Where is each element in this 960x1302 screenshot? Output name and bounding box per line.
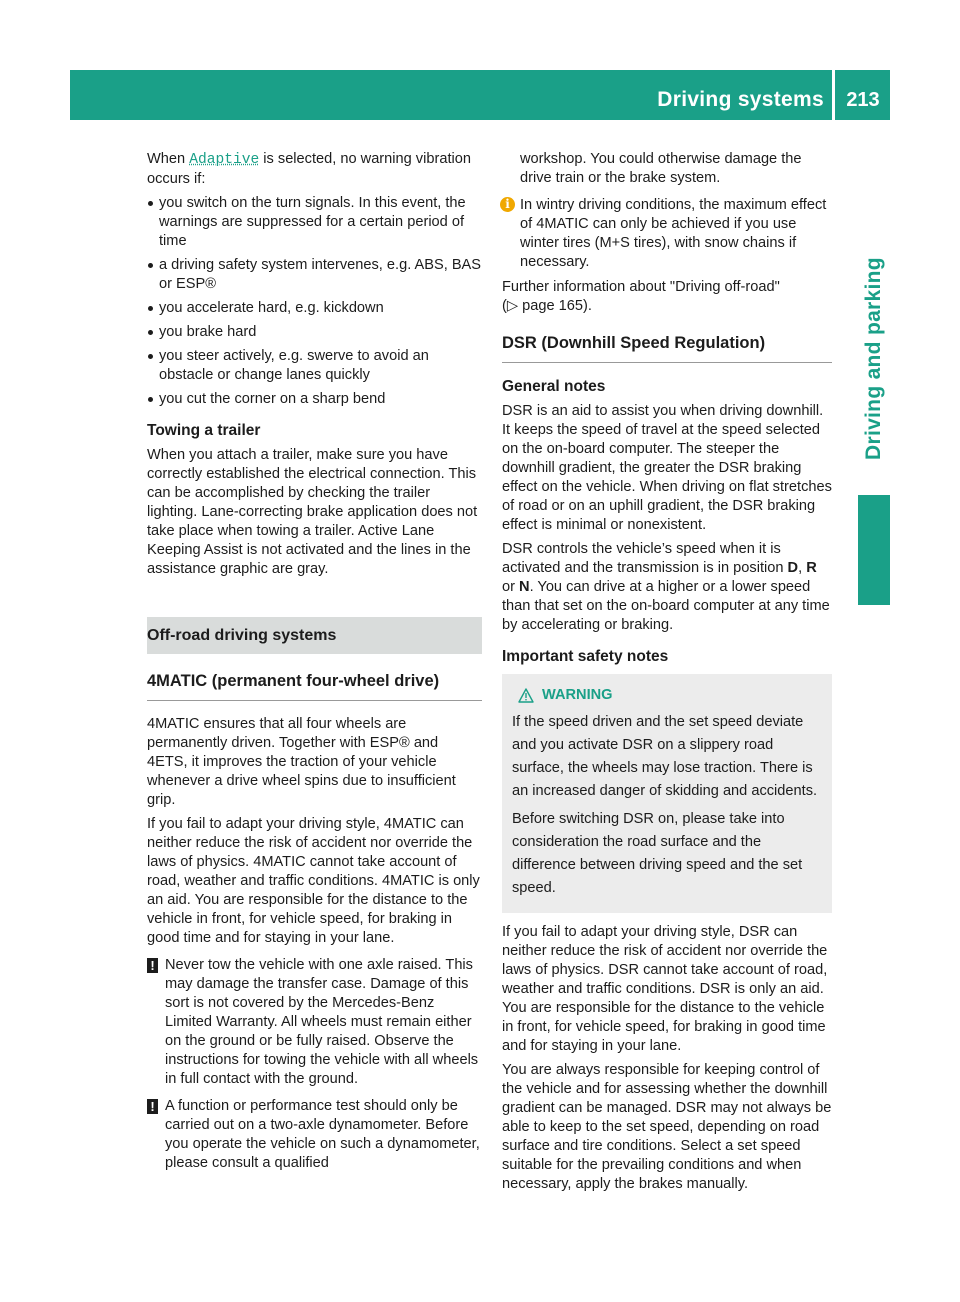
list-item: a driving safety system intervenes, e.g. ABS, BAS or ESP® xyxy=(147,256,482,294)
exclamation-icon: ! xyxy=(147,958,158,973)
side-tab-marker xyxy=(858,495,890,605)
list-item: you cut the corner on a sharp bend xyxy=(147,390,482,409)
further-info xyxy=(502,278,832,316)
list-item: you accelerate hard, e.g. kickdown xyxy=(147,299,482,318)
warning-title xyxy=(518,684,822,707)
matic-heading: 4MATIC (permanent four-wheel drive) xyxy=(147,672,482,701)
risk-paragraph: If you fail to adapt your driving style, DSR can neither reduce the risk of accident nor override the laws of physics. DSR cannot take account of road, weather and traffic conditions. DSR is only an aid. You are responsible for the distance to the vehicle in front, for vehicle speed, for braking in good time and for staying in your lane. xyxy=(502,924,828,1054)
warning-triangle-icon xyxy=(518,688,534,703)
condition-list xyxy=(147,194,482,409)
intro-paragraph xyxy=(147,150,482,189)
offroad-banner-label: Off-road driving systems xyxy=(147,627,337,644)
general-notes-heading: General notes xyxy=(502,378,606,395)
warning-paragraph-1: If the speed driven and the set speed deviate and you activate DSR on a slippery road surface, the wheels may lose traction. There is an increased danger of skidding and accidents. xyxy=(512,714,818,799)
page-reference-link[interactable]: (▷ page 165). xyxy=(502,298,592,314)
warning-paragraph-2: Before switching DSR on, please take into consideration the road surface and the difference between driving speed and the set speed. xyxy=(512,811,803,896)
towing-heading: Towing a trailer xyxy=(147,422,261,439)
further-info-text: Further information about "Driving off-road" xyxy=(502,279,780,295)
warning-label: WARNING xyxy=(542,687,613,703)
general-paragraph-1: DSR is an aid to assist you when driving downhill. It keeps the speed of travel at the speed selected on the on-board computer. The steeper the downhill gradient, the greater the DSR braking effect on the vehicle. When driving on flat stretches of road or on an uphill gradient, the DSR braking effect is minimal or nonexistent. xyxy=(502,403,832,533)
list-item: you switch on the turn signals. In this event, the warnings are suppressed for a certain period of time xyxy=(147,194,482,251)
general-text: DSR controls the vehicle’s speed when it is activated and the transmission is in position xyxy=(502,541,788,576)
list-item: you steer actively, e.g. swerve to avoid an obstacle or change lanes quickly xyxy=(147,347,482,385)
header-divider xyxy=(832,70,835,120)
warning-box xyxy=(502,674,832,913)
left-column xyxy=(147,150,482,1179)
intro-text: When xyxy=(147,151,190,167)
gear-d: D xyxy=(787,560,799,576)
page-title: Driving systems xyxy=(657,88,824,111)
towing-paragraph: When you attach a trailer, make sure you have correctly established the electrical connection. This can be accomplished by checking the trailer lighting. Lane-correcting brake application does not take place when towing a trailer. Active Lane Keeping Assist is not activated and the lines in the assistance graphic are gray. xyxy=(147,447,478,577)
matic-paragraph-1: 4MATIC ensures that all four wheels are permanently driven. Together with ESP® and 4ETS, it improves the traction of your vehicle whenever a drive wheel spins due to insufficient grip. xyxy=(147,716,456,808)
safety-notes-heading: Important safety notes xyxy=(502,648,669,665)
exclamation-icon: ! xyxy=(147,1099,158,1114)
responsibility-paragraph: You are always responsible for keeping control of the vehicle and for assessing whether the downhill gradient can be managed. DSR may not always be able to keep to the set speed, depending on road surface and tire conditions. Select a set speed suitable for the prevailing conditions and when necessary, apply the brakes manually. xyxy=(502,1062,832,1192)
continuation-paragraph: workshop. You could otherwise damage the drive train or the brake system. xyxy=(520,151,802,186)
info-note-text: In wintry driving conditions, the maximum effect of 4MATIC can only be achieved if you use winter tires (M+S tires), with snow chains if necessary. xyxy=(520,197,827,270)
page-number: 213 xyxy=(846,89,880,111)
right-column xyxy=(502,150,832,1199)
general-paragraph-2: DSR controls the vehicle’s speed when it is activated and the transmission is in position D, R or N. You can drive at a higher or a lower speed than that set on the on-board computer at any time by accelerating or braking. xyxy=(502,541,830,633)
matic-paragraph-2: If you fail to adapt your driving style, 4MATIC can neither reduce the risk of accident nor override the laws of physics. 4MATIC cannot take account of road, weather and traffic conditions. 4MATIC is only an aid. You are responsible for the distance to the vehicle in front, for vehicle speed, for braking in good time and for staying in your lane. xyxy=(147,816,480,946)
intro-text-end: is selected, no warning vibration occurs if: xyxy=(147,151,471,187)
general-text-end: . You can drive at a higher or a lower speed than that set on the on-board computer at any time by accelerating or braking. xyxy=(502,579,830,633)
list-item: you brake hard xyxy=(147,323,482,342)
gear-r: R xyxy=(806,560,817,576)
adaptive-setting: Adaptive xyxy=(189,152,260,168)
offroad-banner xyxy=(147,617,482,654)
caution-note-dynamometer xyxy=(147,1097,482,1173)
caution-note-tow xyxy=(147,956,482,1089)
caution-note-text: Never tow the vehicle with one axle raised. This may damage the transfer case. Damage of this sort is not covered by the Mercedes-Benz Limited Warranty. All wheels must remain either on the ground or be fully raised. Observe the instructions for towing the vehicle with all wheels in full contact with the ground. xyxy=(165,957,479,1087)
info-icon: i xyxy=(500,197,515,212)
side-tab-label: Driving and parking xyxy=(862,257,885,460)
gear-n: N xyxy=(519,579,530,595)
caution-note-text: A function or performance test should only be carried out on a two-axle dynamometer. Before you operate the vehicle on such a dynamometer, please consult a qualified xyxy=(165,1098,480,1171)
dsr-heading: DSR (Downhill Speed Regulation) xyxy=(502,334,832,363)
info-note xyxy=(502,196,832,272)
